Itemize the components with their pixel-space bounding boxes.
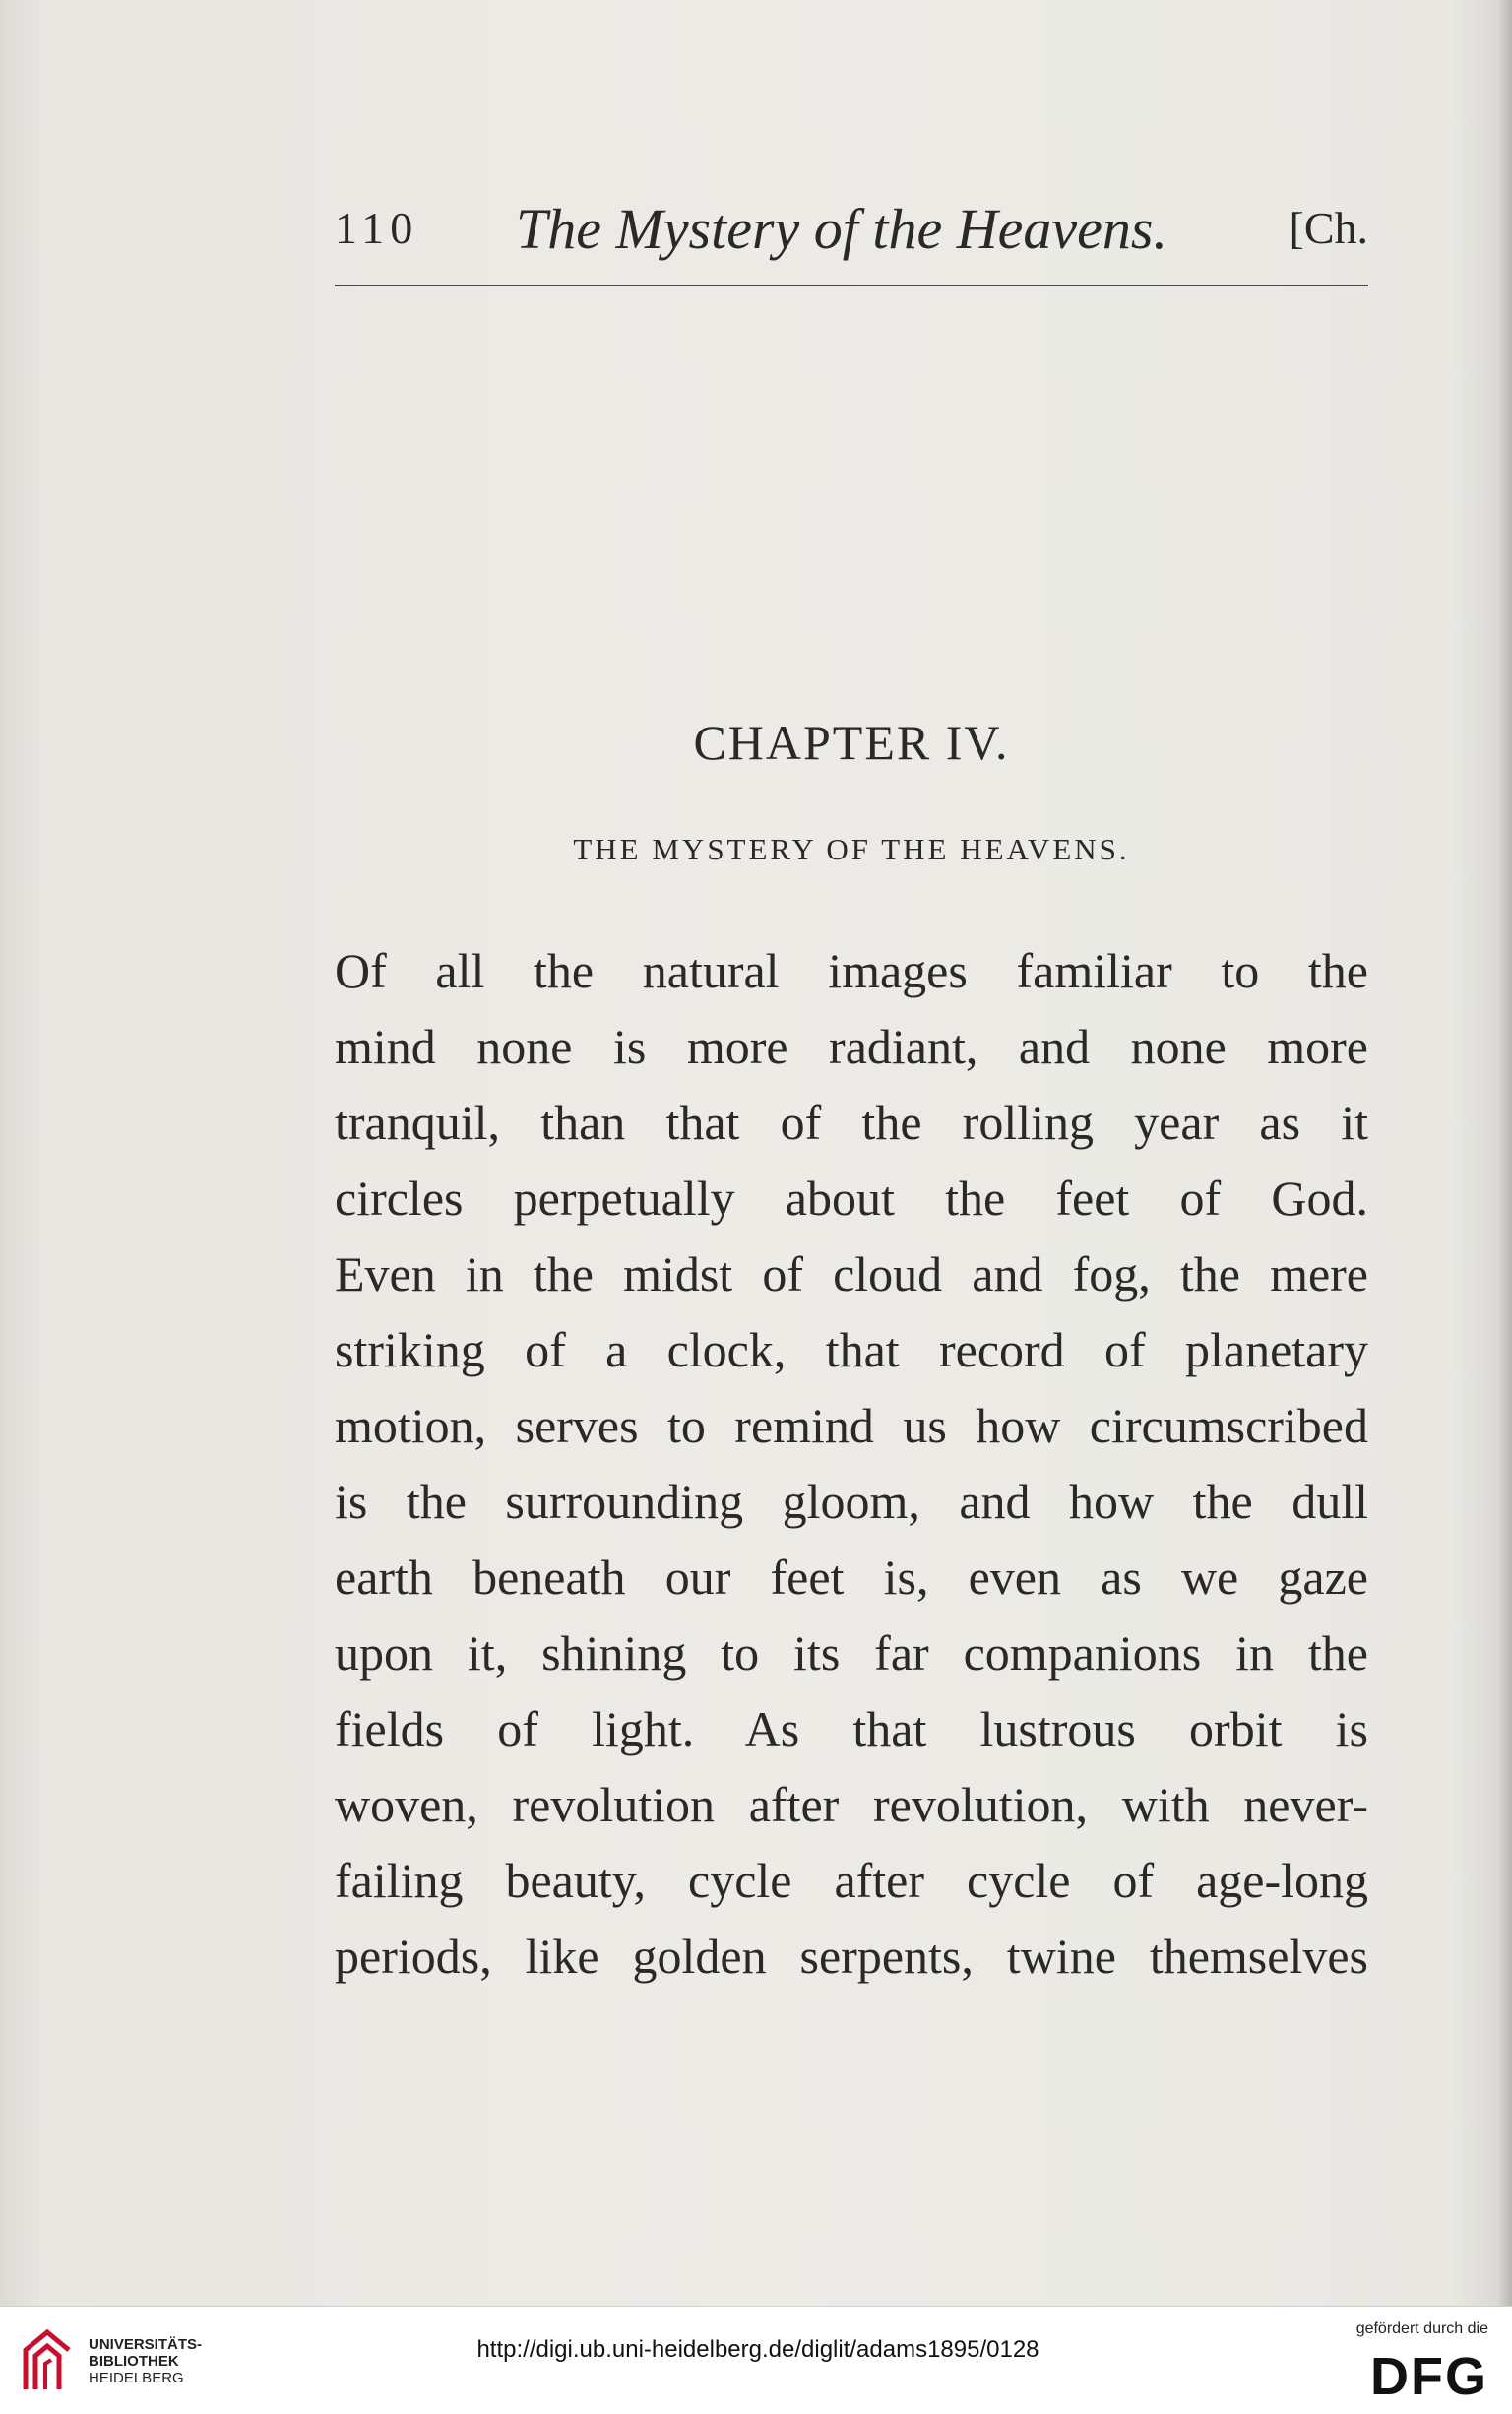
running-title: The Mystery of the Heavens. [516, 197, 1167, 261]
text-line: woven, revolution after revolution, with never- [335, 1777, 1368, 1832]
text-line: is the surrounding gloom, and how the dull [335, 1474, 1368, 1529]
text-line: motion, serves to remind us how circumscribed [335, 1398, 1368, 1453]
text-line: mind none is more radiant, and none more [335, 1019, 1368, 1074]
header-rule [335, 285, 1368, 286]
chapter-title: CHAPTER IV. [693, 715, 1010, 770]
text-line: tranquil, than that of the rolling year as it [335, 1095, 1368, 1150]
text-line: upon it, shining to its far companions in the [335, 1625, 1368, 1681]
running-head [335, 197, 1368, 281]
chapter-subtitle: THE MYSTERY OF THE HEAVENS. [573, 832, 1130, 866]
page-edge [1498, 0, 1512, 2306]
text-line: failing beauty, cycle after cycle of age-long [335, 1853, 1368, 1908]
text-line: earth beneath our feet is, even as we gaze [335, 1550, 1368, 1605]
library-name-line: BIBLIOTHEK [89, 2353, 179, 2370]
viewer-footer [0, 2306, 1512, 2414]
dfg-logo[interactable]: DFG [1370, 2347, 1488, 2406]
text-line: striking of a clock, that record of planetary [335, 1322, 1368, 1377]
library-name-line: UNIVERSITÄTS- [89, 2336, 203, 2353]
text-line: circles perpetually about the feet of God. [335, 1171, 1368, 1226]
permalink-url[interactable]: http://digi.ub.uni-heidelberg.de/diglit/adams1895/0128 [476, 2336, 1040, 2363]
text-line: periods, like golden serpents, twine themselves [335, 1929, 1368, 1984]
chapter-abbreviation: [Ch. [1289, 203, 1368, 253]
library-name [89, 2336, 202, 2386]
library-name-line: HEIDELBERG [89, 2370, 184, 2386]
text-line: Of all the natural images familiar to the [335, 943, 1368, 998]
page-number: 110 [335, 203, 419, 253]
funding-note: gefördert durch die [1355, 2320, 1488, 2337]
university-library-logo-icon[interactable] [18, 2324, 77, 2395]
text-line: fields of light. As that lustrous orbit is [335, 1701, 1368, 1756]
body-text [335, 933, 1368, 1995]
text-line: Even in the midst of cloud and fog, the mere [335, 1246, 1368, 1302]
